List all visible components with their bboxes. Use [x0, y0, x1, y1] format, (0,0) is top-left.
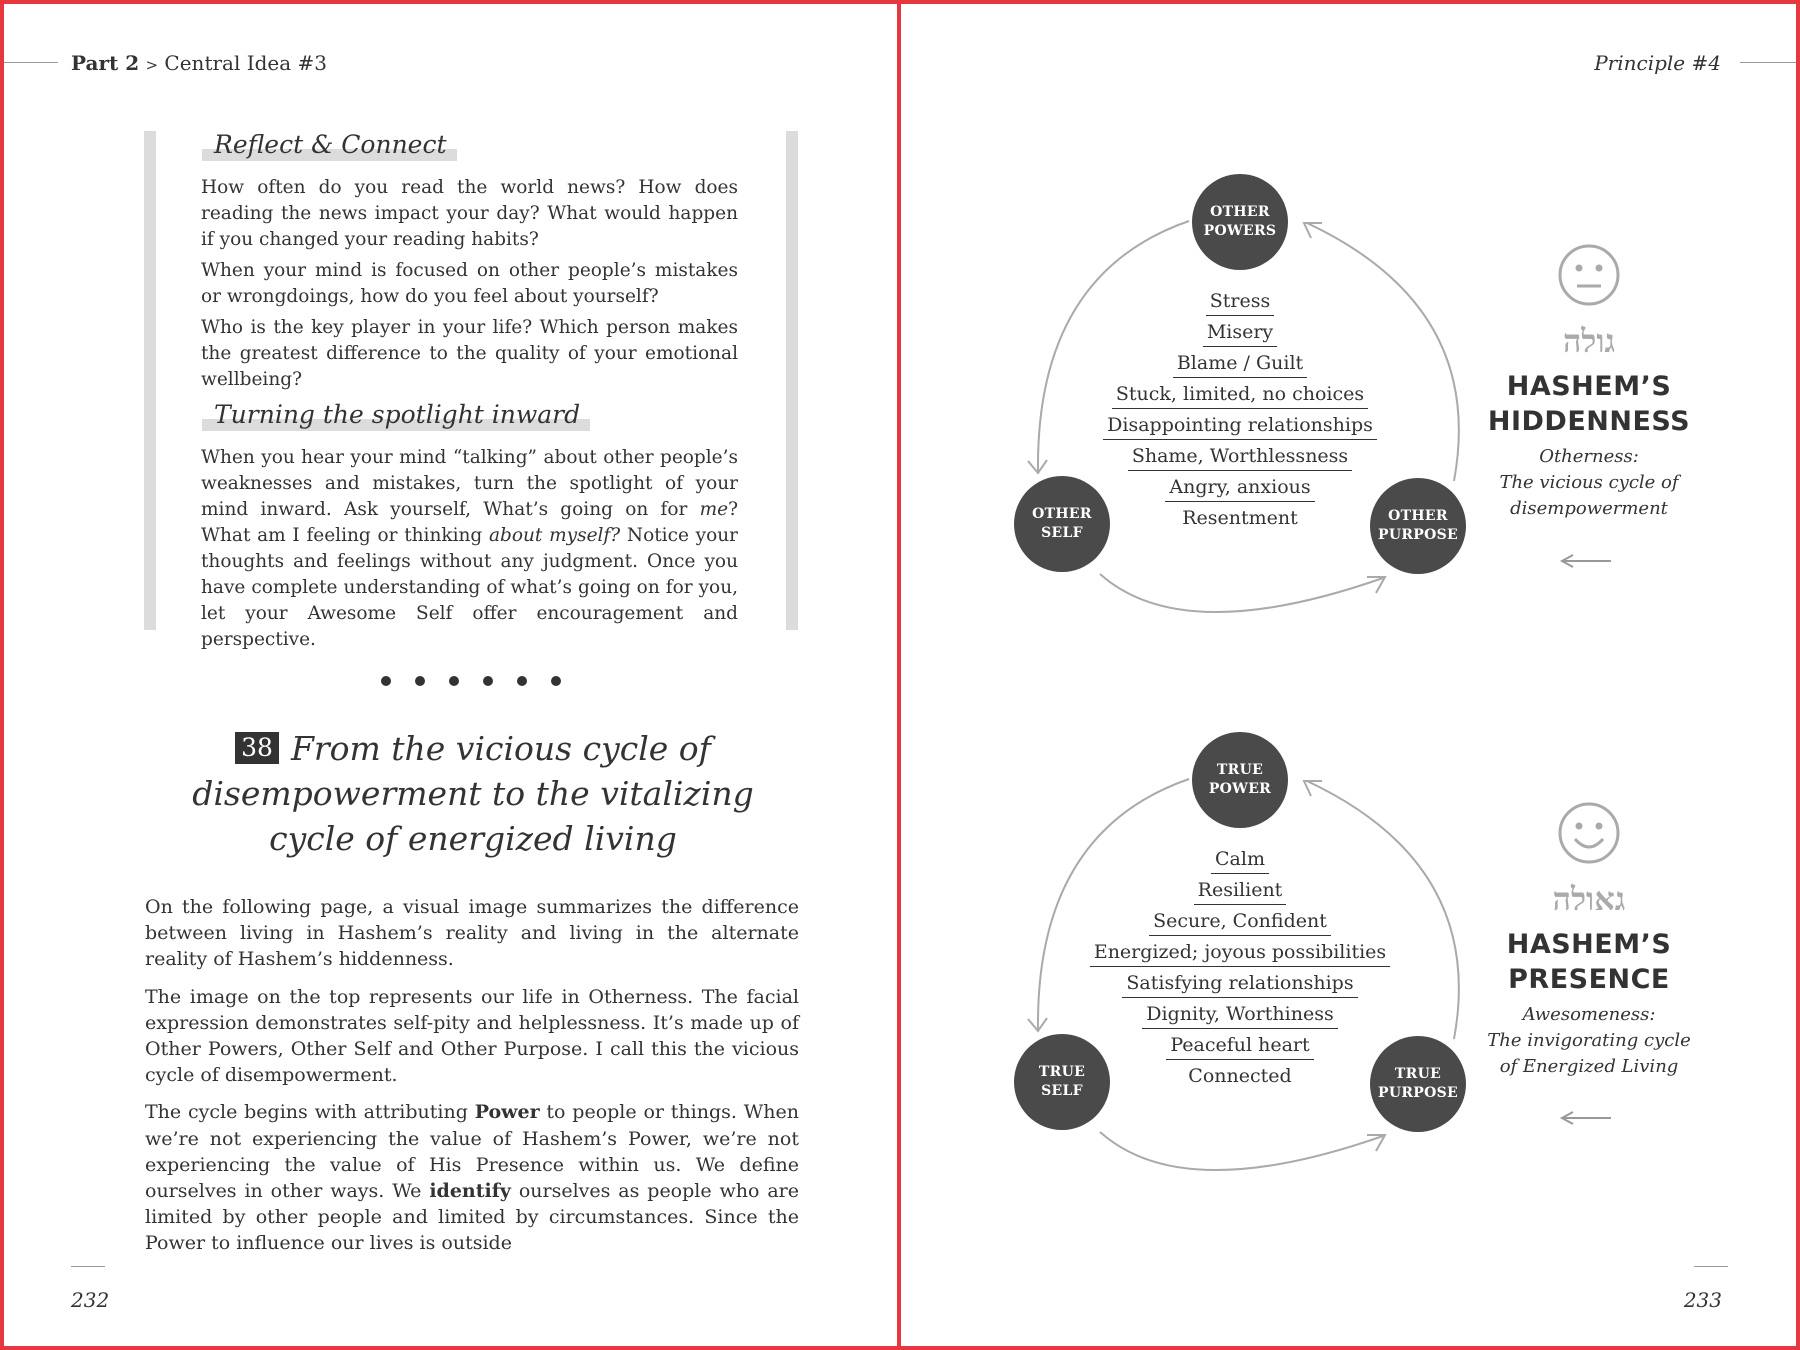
header-rule: [4, 62, 58, 63]
caption-line: disempowerment: [1510, 498, 1668, 519]
reflect-question-2: When your mind is focused on other people’s mistakes or wrongdoings, how do you feel about yourself?: [201, 260, 738, 307]
reflect-question-1: How often do you read the world news? How does reading the news impact your day? What would happen if you changed your reading habits?: [201, 177, 738, 250]
body-p3-bold-identify: identify: [429, 1180, 511, 1203]
reflect-heading: Reflect & Connect: [202, 130, 457, 161]
body-p3-bold-power: Power: [474, 1101, 540, 1124]
node-label-line: TRUE: [1038, 1064, 1086, 1080]
awesomeness-feelings-list: [1040, 845, 1440, 1093]
node-label-line: POWER: [1208, 781, 1272, 797]
section-divider-dots: [374, 676, 574, 696]
running-header: [71, 51, 327, 75]
node-other-powers: [1192, 174, 1288, 270]
hebrew-galut: גולה: [1562, 322, 1616, 360]
running-header-right: Principle #4: [1594, 51, 1721, 75]
list-item: Dignity, Worthiness: [1040, 1000, 1440, 1031]
arrow-bottom: [1100, 1132, 1383, 1170]
caption-line: Awesomeness:: [1522, 1004, 1656, 1025]
spotlight-emphasis-me: me: [699, 499, 729, 520]
page-number-right: 233: [1683, 1288, 1722, 1312]
spotlight-emphasis-myself: about myself?: [489, 525, 621, 546]
reflect-question-3: Who is the key player in your life? Which person makes the greatest difference to the quality of your emotional wellbeing?: [201, 317, 738, 390]
node-label-line: OTHER: [1210, 204, 1270, 220]
title-line: PRESENCE: [1508, 964, 1670, 995]
node-label-line: SELF: [1041, 525, 1083, 541]
body-paragraph-2: The image on the top represents our life in Otherness. The facial expression demonstrates self-pity and helplessness. It’s made up of Other Powers, Other Self and Other Purpose. I call this the vicious cycle of disempowerment.: [145, 985, 799, 1087]
node-label-line: PURPOSE: [1378, 527, 1458, 543]
reflect-paragraphs: [201, 175, 738, 398]
list-item: Stuck, limited, no choices: [1040, 380, 1440, 411]
list-item: Stress: [1040, 287, 1440, 318]
footer-rule: [71, 1266, 105, 1267]
divider-dot: [381, 676, 391, 686]
section-number-badge: 38: [235, 732, 279, 764]
node-label-line: OTHER: [1032, 506, 1092, 522]
list-item: Blame / Guilt: [1040, 349, 1440, 380]
body-text: [145, 894, 799, 1268]
divider-dot: [517, 676, 527, 686]
header-idea: Central Idea #3: [164, 51, 328, 75]
list-item: Disappointing relationships: [1040, 411, 1440, 442]
divider-dot: [415, 676, 425, 686]
list-item: Shame, Worthlessness: [1040, 442, 1440, 473]
page-number-left: 232: [71, 1288, 110, 1312]
spotlight-text-b: ? What am I feeling or thinking: [201, 499, 738, 546]
node-true-power: [1192, 732, 1288, 828]
list-item: Resilient: [1040, 876, 1440, 907]
body-p3-b: to people or things. When we’re not experiencing the value of Hashem’s Power, we’re not experiencing the value of His Presence within us. We define ourselves in other ways. We: [145, 1101, 799, 1203]
caption-line: The vicious cycle of: [1499, 472, 1679, 493]
spotlight-paragraph: [201, 445, 738, 658]
neutral-face-icon: [1557, 243, 1621, 307]
section-title: [164, 726, 782, 861]
caption-line: of Energized Living: [1499, 1056, 1679, 1077]
body-paragraph-1: On the following page, a visual image summarizes the difference between living in Hashem’s reality and living in the alternate reality of Hashem’s hiddenness.: [145, 896, 799, 971]
otherness-feelings-list: [1040, 287, 1440, 535]
node-label-line: PURPOSE: [1378, 1085, 1458, 1101]
spotlight-heading: Turning the spotlight inward: [202, 400, 590, 431]
divider-dot: [483, 676, 493, 686]
header-part: Part 2: [71, 51, 140, 75]
list-item: Connected: [1188, 1065, 1292, 1087]
title-line: HASHEM’S: [1506, 371, 1672, 402]
arrow-bottom: [1100, 574, 1383, 612]
node-label-line: TRUE: [1394, 1066, 1442, 1082]
footer-rule-right: [1694, 1266, 1728, 1267]
spotlight-text-c: Notice your thoughts and feelings without any judgment. Once you have complete understanding of what’s going on for you, let your Awesome Self offer encouragement and perspective.: [201, 525, 738, 650]
divider-dot: [551, 676, 561, 686]
caption-line: The invigorating cycle: [1487, 1030, 1691, 1051]
list-item: Resentment: [1182, 507, 1298, 529]
smiling-face-icon: [1557, 801, 1621, 865]
cycle-arrows-svg: [901, 4, 1800, 1350]
divider-dot: [449, 676, 459, 686]
list-item: Secure, Confident: [1040, 907, 1440, 938]
caption-line: Otherness:: [1539, 446, 1639, 467]
section-title-text: From the vicious cycle of disempowerment to the vitalizing cycle of energized living: [192, 729, 754, 858]
presence-title: [1469, 927, 1709, 997]
list-item: Peaceful heart: [1040, 1031, 1440, 1062]
otherness-caption: [1469, 444, 1709, 522]
list-item: Misery: [1040, 318, 1440, 349]
body-p3-c: ourselves as people who are limited by other people and limited by circumstances. Since the Power to influence our lives is outside: [145, 1180, 799, 1255]
hiddenness-title: [1469, 369, 1709, 439]
node-label-line: POWERS: [1203, 223, 1277, 239]
spotlight-text-a: When you hear your mind “talking” about other people’s weaknesses and mistakes, turn the spotlight of your mind inward. Ask yourself, What’s going on for: [201, 447, 738, 520]
title-line: HASHEM’S: [1506, 929, 1672, 960]
list-item: Energized; joyous possibilities: [1040, 938, 1440, 969]
list-item: Angry, anxious: [1040, 473, 1440, 504]
list-item: Satisfying relationships: [1040, 969, 1440, 1000]
header-separator: >: [145, 56, 159, 74]
hebrew-geula: גאולה: [1552, 880, 1626, 918]
node-label-line: SELF: [1041, 1083, 1083, 1099]
awesomeness-caption: [1469, 1002, 1709, 1080]
title-line: HIDDENNESS: [1487, 406, 1691, 437]
node-label-line: OTHER: [1388, 508, 1448, 524]
body-p3-a: The cycle begins with attributing: [145, 1101, 475, 1124]
right-page: [898, 0, 1800, 1350]
list-item: Calm: [1040, 845, 1440, 876]
body-paragraph-3: [145, 1099, 799, 1256]
node-label-line: TRUE: [1216, 762, 1264, 778]
